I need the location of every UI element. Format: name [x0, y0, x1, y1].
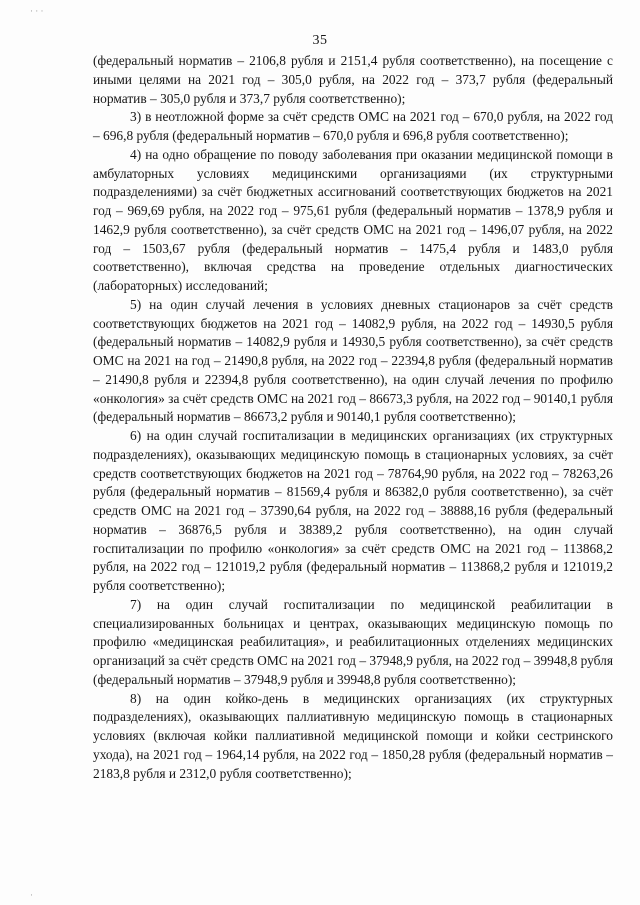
paragraph-continuation: (федеральный норматив – 2106,8 рубля и 2151,4 рубля соответственно), на посещение с иными целями на 2021 год – 305,0 рубля, на 2022 год – 373,7 рубля (федеральный норматив – 305,0 рубля и 373,7 рубля соответственно); [93, 53, 613, 106]
paragraph-item-5: 5) на один случай лечения в условиях дневных стационаров за счёт средств соответствующих бюджетов на 2021 год – 14082,9 рубля, на 2022 год – 14930,5 рубля (федеральный норматив – 14082,9 рубля и 14930,5 рубля соответственно), за счёт средств ОМС на 2021 на год – 21490,8 рубля, на 2022 год – 22394,8 рубля (федеральный норматив – 21490,8 рубля и 22394,8 рубля соответственно), на один случай лечения по профилю «онкология» за счёт средств ОМС на 2021 год – 86673,3 рубля, на 2022 год – 90140,1 рубля (федеральный норматив – 86673,2 рубля и 90140,1 рубля соответственно); [93, 296, 613, 425]
document-body [93, 52, 613, 783]
paragraph-item-7: 7) на один случай госпитализации по медицинской реабилитации в специализированных больницах и центрах, оказывающих медицинскую помощь по профилю «медицинская реабилитация», и реабилитационных отделениях медицинских организаций за счёт средств ОМС на 2021 год – 37948,9 рубля, на 2022 год – 39948,8 рубля (федеральный норматив – 37948,9 рубля и 39948,8 рубля соответственно); [93, 596, 613, 687]
scan-artifact: · · · [30, 6, 44, 16]
paragraph-item-6: 6) на один случай госпитализации в медицинских организациях (их структурных подразделениях), оказывающих медицинскую помощь в стационарных условиях, за счёт средств соответствующих бюджетов на 2021 год – 78764,90 рубля, на 2022 год – 78263,26 рубля (федеральный норматив – 81569,4 рубля и 86382,0 рубля соответственно), за счёт средств ОМС на 2021 год – 37390,64 рубля, на 2022 год – 38888,16 рубля (федеральный норматив – 36876,5 рубля и 38389,2 рубля соответственно), на один случай госпитализации по профилю «онкология» за счёт средств ОМС на 2021 год – 113868,2 рубля, на 2022 год – 121019,2 рубля (федеральный норматив – 113868,2 рубля и 121019,2 рубля соответственно); [93, 428, 613, 593]
paragraph-item-8: 8) на один койко-день в медицинских организациях (их структурных подразделениях), оказывающих паллиативную медицинскую помощь в стационарных условиях (включая койки паллиативной медицинской помощи и койки сестринского ухода), на 2021 год – 1964,14 рубля, на 2022 год – 1850,28 рубля (федеральный норматив – 2183,8 рубля и 2312,0 рубля соответственно); [93, 690, 613, 781]
paragraph-item-4: 4) на одно обращение по поводу заболевания при оказании медицинской помощи в амбулаторных условиях медицинскими организациями (их структурными подразделениями) за счёт бюджетных ассигнований соответствующих бюджетов на 2021 год – 969,69 рубля, на 2022 год – 975,61 рубля (федеральный норматив – 1378,9 рубля и 1462,9 рубля соответственно), за счёт средств ОМС на 2021 год – 1496,07 рубля, на 2022 год – 1503,67 рубля (федеральный норматив – 1475,4 рубля и 1483,0 рубля соответственно), включая средства на проведение отдельных диагностических (лабораторных) исследований; [93, 146, 613, 293]
page-number: 35 [312, 33, 328, 48]
scan-artifact: · [30, 890, 33, 900]
paragraph-item-3: 3) в неотложной форме за счёт средств ОМС на 2021 год – 670,0 рубля, на 2022 год – 696,8 рубля (федеральный норматив – 670,0 рубля и 696,8 рубля соответственно); [93, 109, 613, 143]
